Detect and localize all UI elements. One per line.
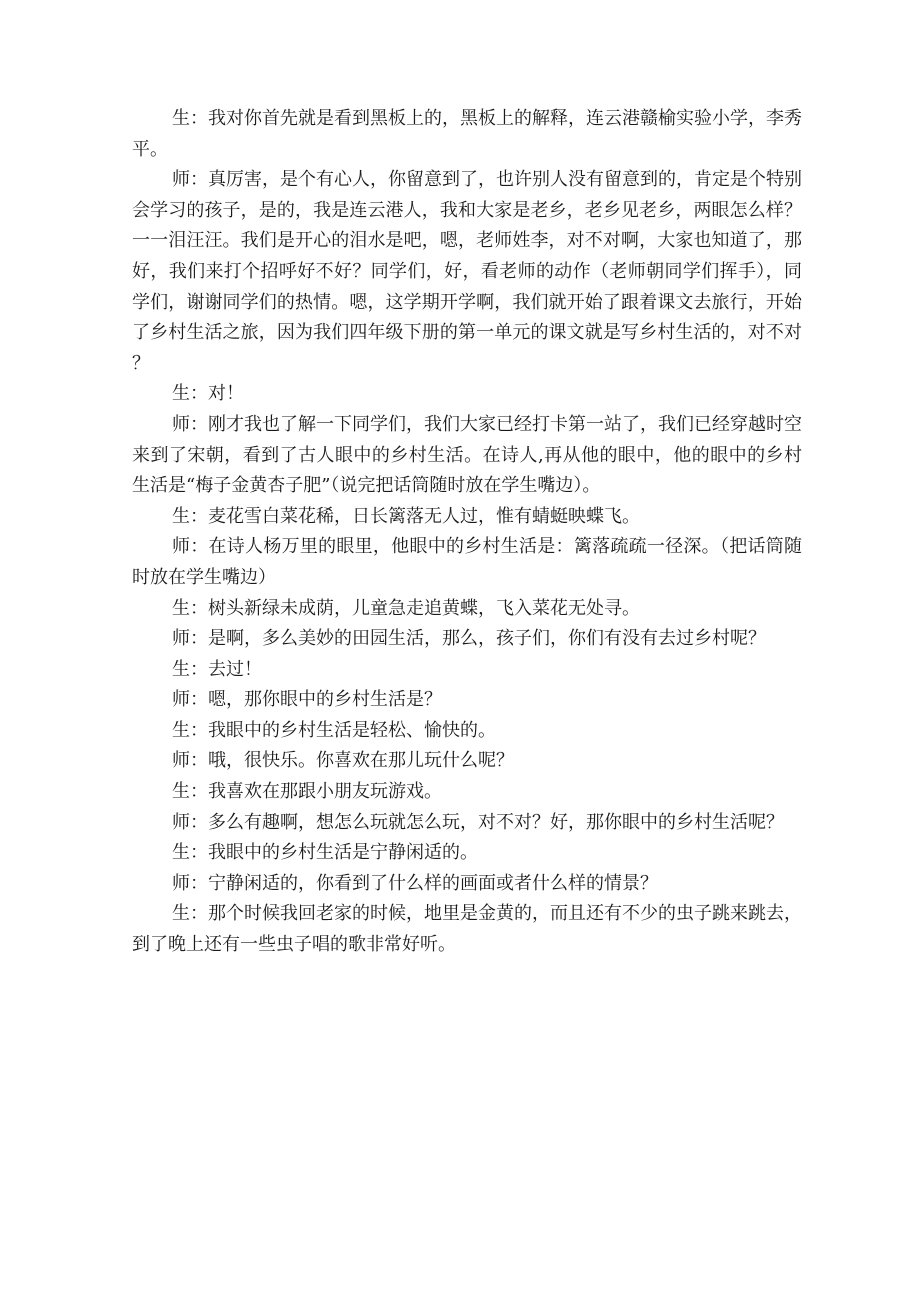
paragraph-teacher-3: 师：在诗人杨万里的眼里，他眼中的乡村生活是：篱落疏疏一径深。（把话筒随时放在学生嘴边） (132, 536, 802, 588)
paragraph-teacher-2: 师：刚才我也了解一下同学们，我们大家已经打卡第一站了，我们已经穿越时空来到了宋朝，看到了古人眼中的乡村生活。在诗人,再从他的眼中，他的眼中的乡村生活是“梅子金黄杏子肥”（说完把话筒随时放在学生嘴边）。 (132, 413, 802, 497)
paragraph-student-3: 生：麦花雪白菜花稀，日长篱落无人过，惟有蜻蜓映蝶飞。 (172, 505, 640, 527)
paragraph-student-9: 生：那个时候我回老家的时候，地里是金黄的，而且还有不少的虫子跳来跳去，到了晚上还有一些虫子唱的歌非常好听。 (132, 903, 802, 956)
paragraph-student-5: 生：去过！ (172, 658, 262, 680)
paragraph-teacher-5: 师：嗯，那你眼中的乡村生活是？ (172, 689, 442, 711)
paragraph-teacher-4: 师：是啊，多么美妙的田园生活，那么，孩子们，你们有没有去过乡村呢？ (172, 628, 766, 650)
paragraph-student-6: 生：我眼中的乡村生活是轻松、愉快的。 (172, 719, 496, 741)
paragraph-teacher-7: 师：多么有趣啊，想怎么玩就怎么玩，对不对？好，那你眼中的乡村生活呢？ (172, 811, 784, 833)
paragraph-student-7: 生：我喜欢在那跟小朋友玩游戏。 (172, 781, 442, 803)
paragraph-teacher-1: 师：真厉害，是个有心人，你留意到了，也许别人没有留意到的，肯定是个特别会学习的孩子，是的，我是连云港人，我和大家是老乡，老乡见老乡，两眼怎么样？一一泪汪汪。我们是开心的泪水是吧，嗯，老师姓李，对不对啊，大家也知道了，那好，我们来打个招呼好不好？同学们，好，看老师的动作（老师朝同学们挥手），同学们，谢谢同学们的热情。嗯，这学期开学啊，我们就开始了跟着课文去旅行，开始了乡村生活之旅，因为我们四年级下册的第一单元的课文就是写乡村生活的，对不对？ (132, 169, 802, 374)
paragraph-teacher-6: 师：哦，很快乐。你喜欢在那儿玩什么呢？ (172, 750, 514, 772)
paragraph-student-8: 生：我眼中的乡村生活是宁静闲适的。 (172, 842, 478, 864)
paragraph-student-4: 生：树头新绿未成荫，儿童急走追黄蝶，飞入菜花无处寻。 (172, 597, 640, 619)
paragraph-student-1: 生：我对你首先就是看到黑板上的，黑板上的解释，连云港赣榆实验小学，李秀平。 (132, 108, 802, 160)
paragraph-teacher-8: 师：宁静闲适的，你看到了什么样的画面或者什么样的情景？ (172, 872, 658, 894)
paragraph-student-2: 生：对！ (172, 383, 244, 405)
document-page (132, 104, 802, 961)
